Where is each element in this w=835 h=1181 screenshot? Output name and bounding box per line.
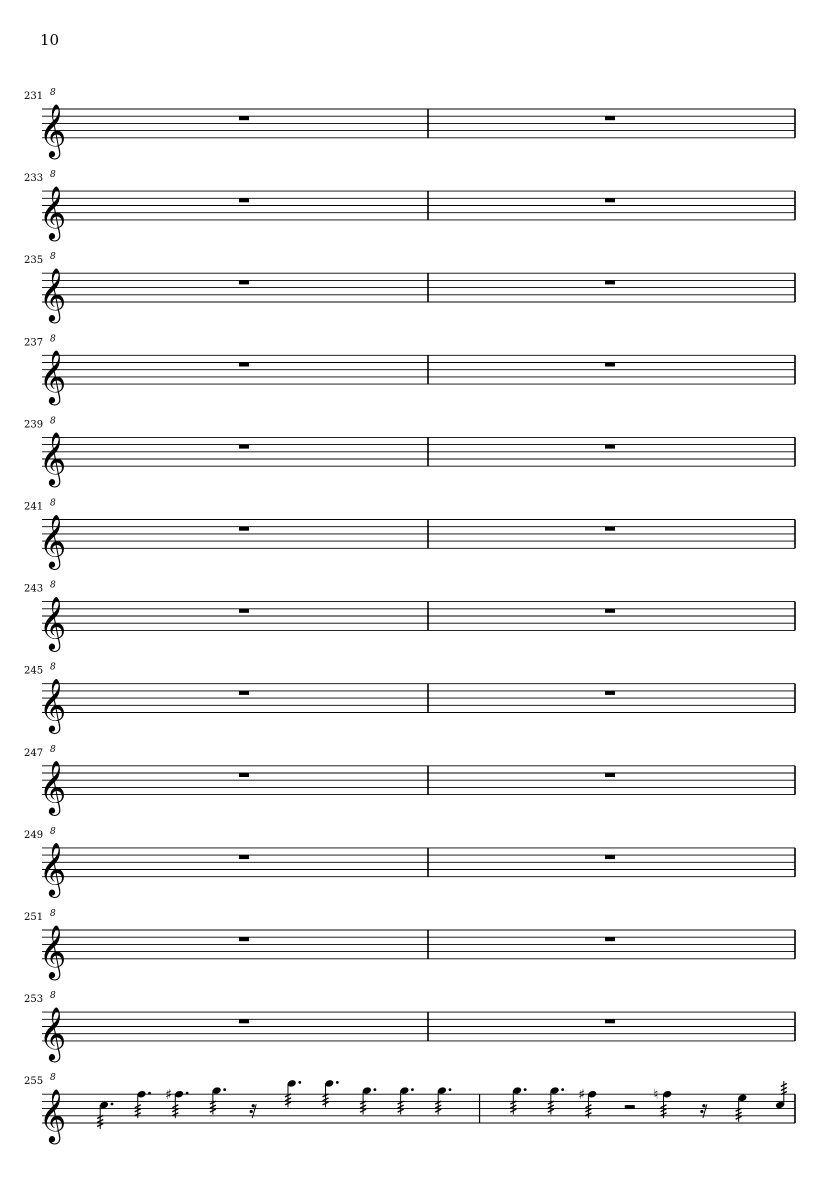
dot <box>298 1081 301 1084</box>
dot <box>561 1088 564 1091</box>
treble-clef-icon: 𝄞 <box>39 267 67 321</box>
octave-mark: 8 <box>50 909 56 919</box>
measure-number: 231 <box>24 91 44 102</box>
octave-mark: 8 <box>50 1073 56 1084</box>
octave-mark: 8 <box>50 826 56 837</box>
staff-system <box>24 745 795 816</box>
measure-rest <box>605 445 615 449</box>
note <box>165 1087 188 1118</box>
octave-mark: 8 <box>50 662 56 673</box>
octave-mark: 8 <box>50 88 56 98</box>
treble-clef-icon: 𝄞 <box>39 759 67 814</box>
note <box>578 1087 597 1118</box>
measure-rest <box>239 116 249 120</box>
staff-system <box>24 663 795 734</box>
octave-mark: 8 <box>50 252 56 263</box>
treble-clef-icon: 𝄞 <box>39 595 67 650</box>
measure-rest <box>239 937 249 941</box>
note <box>510 1086 526 1114</box>
treble-clef-icon: 𝄞 <box>39 102 67 157</box>
note <box>97 1101 113 1129</box>
rest-dot <box>700 1110 703 1113</box>
measure-number: 249 <box>24 829 44 841</box>
measure-number: 245 <box>24 665 44 677</box>
dot <box>373 1088 376 1091</box>
measure-rest <box>605 280 615 284</box>
note <box>548 1086 564 1114</box>
treble-clef-icon: 𝄞 <box>39 841 67 896</box>
measure-rest <box>239 280 249 284</box>
staff-system <box>24 827 795 898</box>
octave-mark: 8 <box>50 991 56 1002</box>
measure-rest <box>605 691 615 695</box>
staff-system <box>24 991 795 1062</box>
octave-mark: 8 <box>50 334 56 345</box>
octave-mark: 8 <box>50 744 56 755</box>
note <box>285 1079 301 1107</box>
measure-number: 243 <box>24 583 44 595</box>
dot <box>336 1081 339 1084</box>
treble-clef-icon: 𝄞 <box>39 184 67 239</box>
staff-system <box>24 252 795 323</box>
sharp-icon: ♯ <box>578 1087 586 1104</box>
measure-number: 255 <box>24 1076 44 1088</box>
staff-system <box>24 416 795 487</box>
treble-clef-icon: 𝄞 <box>39 431 67 486</box>
staff-system <box>24 170 795 241</box>
note <box>435 1086 451 1114</box>
octave-mark: 8 <box>50 170 56 181</box>
measure-rest <box>239 527 249 531</box>
staff-system <box>24 334 795 405</box>
measure-rest <box>239 855 249 859</box>
measure-rest <box>605 116 615 120</box>
note <box>736 1093 748 1121</box>
measure-rest <box>605 855 615 859</box>
staff-system <box>24 909 795 980</box>
note <box>360 1086 376 1114</box>
measure-number: 247 <box>24 747 44 759</box>
dot <box>223 1088 226 1091</box>
octave-mark: 8 <box>50 580 56 591</box>
measure-number: 253 <box>24 994 44 1006</box>
measure-rest <box>605 363 615 367</box>
measure-rest <box>605 609 615 613</box>
measure-rest <box>239 445 249 449</box>
staff-system <box>24 499 795 570</box>
note <box>210 1086 226 1114</box>
treble-clef-icon: 𝄞 <box>39 1005 67 1060</box>
treble-clef-icon: 𝄞 <box>39 349 67 404</box>
staff-system <box>24 581 795 652</box>
staff-system <box>24 1073 795 1144</box>
treble-clef-icon: 𝄞 <box>39 677 67 732</box>
measure-number: 239 <box>24 419 44 431</box>
rest-dot <box>250 1110 253 1113</box>
measure-number: 237 <box>24 337 44 349</box>
note <box>323 1079 339 1107</box>
dot <box>411 1088 414 1091</box>
measure-rest <box>239 609 249 613</box>
note <box>775 1081 787 1109</box>
half-rest <box>625 1105 635 1109</box>
measure-rest <box>239 691 249 695</box>
note <box>398 1086 414 1114</box>
page-number: 10 <box>40 31 60 49</box>
dot <box>524 1088 527 1091</box>
sharp-icon: ♯ <box>165 1087 172 1104</box>
treble-clef-icon: 𝄞 <box>39 1088 67 1142</box>
measure-rest <box>605 773 615 777</box>
treble-clef-icon: 𝄞 <box>39 513 67 568</box>
measure-number: 233 <box>24 173 44 185</box>
note <box>653 1087 672 1118</box>
octave-mark: 8 <box>50 498 56 509</box>
rest-dot <box>702 1104 705 1107</box>
measure-rest <box>605 527 615 531</box>
dot <box>186 1092 189 1095</box>
measure-rest <box>239 773 249 777</box>
measure-rest <box>605 1019 615 1023</box>
dot <box>148 1092 151 1095</box>
measure-rest <box>239 198 249 202</box>
measure-rest <box>239 363 249 367</box>
rest-dot <box>252 1104 255 1107</box>
measure-number: 235 <box>24 255 44 267</box>
measure-number: 251 <box>24 912 44 923</box>
staff-system <box>24 88 795 159</box>
natural-icon: ♮ <box>653 1087 659 1104</box>
octave-mark: 8 <box>50 416 56 427</box>
measure-rest <box>605 937 615 941</box>
dot <box>111 1103 114 1106</box>
measure-rest <box>239 1019 249 1023</box>
measure-number: 241 <box>24 501 44 513</box>
measure-rest <box>605 198 615 202</box>
treble-clef-icon: 𝄞 <box>39 923 67 978</box>
dot <box>449 1088 452 1091</box>
